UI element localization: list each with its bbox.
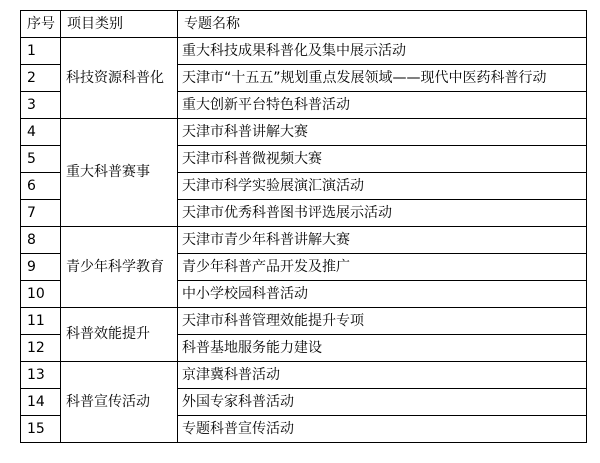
row-number: 4 xyxy=(21,119,61,146)
category-cell: 科普宣传活动 xyxy=(61,362,178,443)
topic-table xyxy=(20,10,587,443)
table-header-row xyxy=(21,11,587,38)
topic-name-cell: 天津市科普讲解大赛 xyxy=(178,119,587,146)
topic-name-cell: 天津市科学实验展演汇演活动 xyxy=(178,173,587,200)
row-number: 14 xyxy=(21,389,61,416)
header-topic-name: 专题名称 xyxy=(178,11,587,38)
topic-name-cell: 重大创新平台特色科普活动 xyxy=(178,92,587,119)
topic-name-cell: 专题科普宣传活动 xyxy=(178,416,587,443)
topic-name-cell: 重大科技成果科普化及集中展示活动 xyxy=(178,38,587,65)
topic-name-cell: 天津市科普管理效能提升专项 xyxy=(178,308,587,335)
row-number: 8 xyxy=(21,227,61,254)
row-number: 7 xyxy=(21,200,61,227)
row-number: 10 xyxy=(21,281,61,308)
topic-name-cell: 外国专家科普活动 xyxy=(178,389,587,416)
header-project-category: 项目类别 xyxy=(61,11,178,38)
table-row xyxy=(21,119,587,146)
topic-name-cell: 中小学校园科普活动 xyxy=(178,281,587,308)
row-number: 1 xyxy=(21,38,61,65)
row-number: 2 xyxy=(21,65,61,92)
topic-name-cell: 天津市科普微视频大赛 xyxy=(178,146,587,173)
topic-name-cell: 天津市“十五五”规划重点发展领域——现代中医药科普行动 xyxy=(178,65,587,92)
category-cell: 科普效能提升 xyxy=(61,308,178,362)
topic-name-cell: 科普基地服务能力建设 xyxy=(178,335,587,362)
category-cell: 重大科普赛事 xyxy=(61,119,178,227)
category-cell: 科技资源科普化 xyxy=(61,38,178,119)
row-number: 15 xyxy=(21,416,61,443)
row-number: 5 xyxy=(21,146,61,173)
table-row xyxy=(21,362,587,389)
category-cell: 青少年科学教育 xyxy=(61,227,178,308)
row-number: 9 xyxy=(21,254,61,281)
row-number: 12 xyxy=(21,335,61,362)
table-row xyxy=(21,38,587,65)
row-number: 6 xyxy=(21,173,61,200)
row-number: 13 xyxy=(21,362,61,389)
topic-name-cell: 青少年科普产品开发及推广 xyxy=(178,254,587,281)
topic-name-cell: 京津冀科普活动 xyxy=(178,362,587,389)
table-row xyxy=(21,227,587,254)
table-row xyxy=(21,308,587,335)
topic-name-cell: 天津市青少年科普讲解大赛 xyxy=(178,227,587,254)
row-number: 3 xyxy=(21,92,61,119)
topic-name-cell: 天津市优秀科普图书评选展示活动 xyxy=(178,200,587,227)
header-serial-number: 序号 xyxy=(21,11,61,38)
row-number: 11 xyxy=(21,308,61,335)
